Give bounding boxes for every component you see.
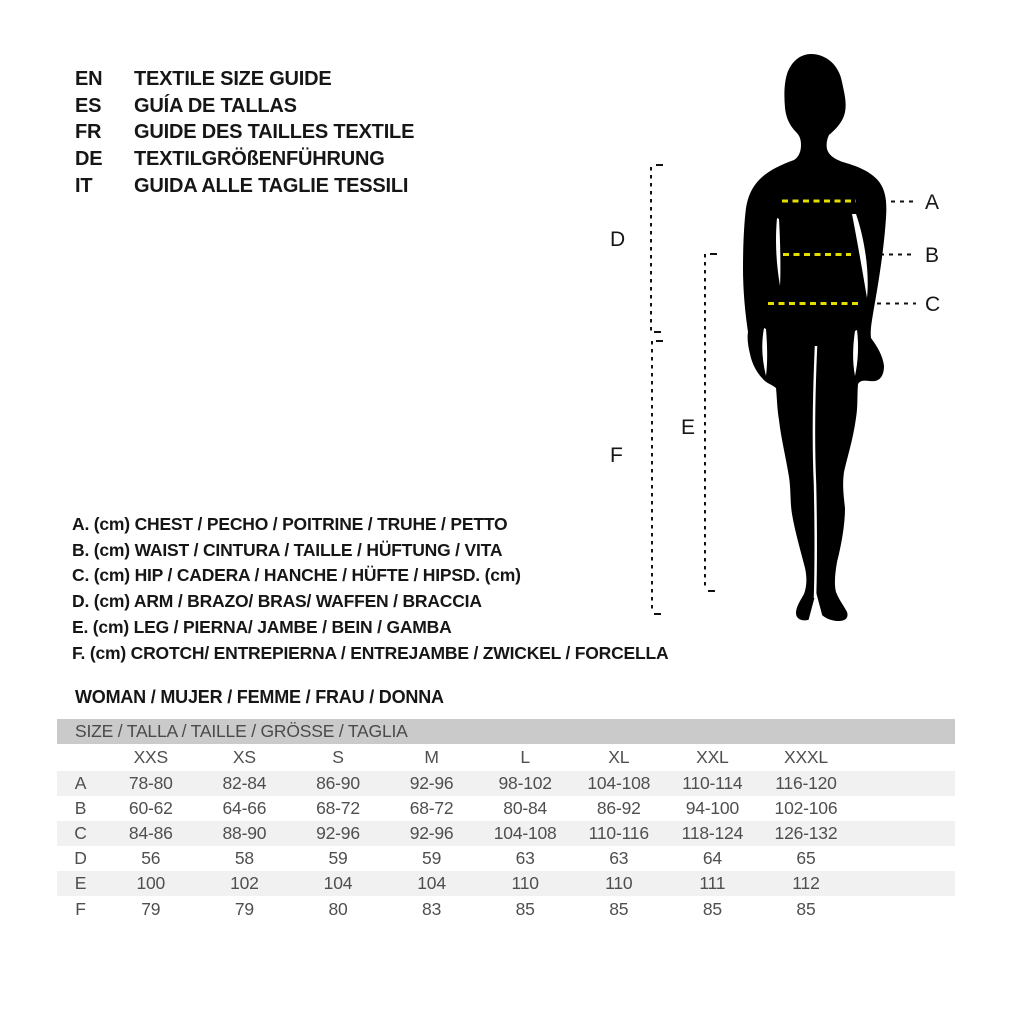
- row-label: E: [74, 873, 87, 894]
- language-title-block: [75, 66, 414, 200]
- col-header-xl: XL: [608, 746, 630, 767]
- cell: 60-62: [128, 797, 173, 818]
- cell: 85: [702, 898, 722, 919]
- table-row-d: [57, 846, 955, 871]
- cell: 80-84: [503, 797, 548, 818]
- legend-crotch: F. (cm) CROTCH/ ENTREPIERNA / ENTREJAMBE / ZWICKEL / FORCELLA: [72, 642, 669, 663]
- col-header-xs: XS: [232, 746, 256, 767]
- cell: 64-66: [222, 797, 267, 818]
- cell: 84-86: [128, 822, 173, 843]
- cell: 110-114: [682, 772, 743, 793]
- row-label: C: [74, 822, 87, 843]
- cell: 110-116: [588, 822, 649, 843]
- cell: 98-102: [498, 772, 552, 793]
- lang-row-de: [75, 146, 414, 173]
- figure-label-e: E: [681, 416, 695, 439]
- cell: 63: [515, 848, 535, 869]
- size-table-header-bar: [57, 719, 955, 744]
- lang-row-en: [75, 66, 414, 93]
- legend-waist: B. (cm) WAIST / CINTURA / TAILLE / HÜFTUNG / VITA: [72, 539, 503, 560]
- cell: 92-96: [316, 822, 360, 843]
- lang-row-es: [75, 93, 414, 120]
- cell: 85: [515, 898, 535, 919]
- table-row-e: [57, 871, 955, 896]
- size-table-header-text: SIZE / TALLA / TAILLE / GRÖSSE / TAGLIA: [75, 721, 408, 741]
- lang-title: GUIDE DES TAILLES TEXTILE: [134, 121, 415, 144]
- cell: 112: [792, 873, 820, 894]
- cell: 68-72: [316, 797, 360, 818]
- table-row-f: [57, 896, 955, 921]
- cell: 85: [609, 898, 629, 919]
- cell: 116-120: [775, 772, 837, 793]
- figure-label-a: A: [925, 191, 939, 214]
- cell: 83: [422, 898, 442, 919]
- row-label: A: [74, 772, 87, 793]
- table-row-a: [57, 771, 955, 796]
- cell: 79: [234, 898, 254, 919]
- gender-heading: WOMAN / MUJER / FEMME / FRAU / DONNA: [75, 687, 444, 707]
- legend-leg: E. (cm) LEG / PIERNA/ JAMBE / BEIN / GAMBA: [72, 616, 452, 637]
- cell: 92-96: [409, 772, 454, 793]
- col-header-xxl: XXL: [696, 746, 729, 767]
- cell: 80: [328, 898, 348, 919]
- lang-code: IT: [75, 174, 93, 197]
- cell: 86-90: [316, 772, 360, 793]
- cell: 82-84: [222, 772, 267, 793]
- row-label: D: [74, 848, 87, 869]
- col-header-xxxl: XXXL: [783, 746, 828, 767]
- lang-title: GUÍA DE TALLAS: [134, 94, 297, 117]
- figure-label-d: D: [610, 228, 625, 251]
- cell: 59: [422, 848, 442, 869]
- cell: 104: [323, 873, 353, 894]
- size-table: [57, 719, 955, 922]
- cell: 100: [136, 873, 166, 894]
- cell: 56: [141, 848, 161, 869]
- cell: 92-96: [409, 822, 454, 843]
- cell: 102-106: [774, 797, 838, 818]
- cell: 104: [417, 873, 446, 894]
- cell: 85: [796, 898, 816, 919]
- lang-title: TEXTILE SIZE GUIDE: [134, 68, 332, 90]
- col-header-m: M: [424, 746, 439, 767]
- lang-title: TEXTILGRÖßENFÜHRUNG: [134, 148, 385, 171]
- row-label: F: [75, 898, 86, 919]
- legend-arm: D. (cm) ARM / BRAZO/ BRAS/ WAFFEN / BRACCIA: [72, 591, 482, 612]
- col-header-l: L: [520, 746, 530, 767]
- cell: 86-92: [596, 797, 641, 818]
- lang-code: ES: [75, 94, 102, 117]
- cell: 111: [699, 873, 726, 894]
- cell: 63: [609, 848, 629, 869]
- measurement-legend: [72, 512, 668, 666]
- cell: 104-108: [587, 772, 651, 793]
- table-row-b: [57, 796, 955, 821]
- cell: 79: [141, 898, 161, 919]
- figure-label-f: F: [610, 444, 623, 467]
- cell: 118-124: [681, 822, 744, 843]
- cell: 78-80: [128, 772, 173, 793]
- lang-title: GUIDA ALLE TAGLIE TESSILI: [134, 174, 409, 197]
- col-header-s: S: [332, 746, 344, 767]
- legend-hip: C. (cm) HIP / CADERA / HANCHE / HÜFTE / HIPSD. (cm): [72, 565, 521, 586]
- lang-code: FR: [75, 121, 102, 144]
- lang-row-it: [75, 173, 414, 200]
- cell: 64: [702, 848, 722, 869]
- table-row-c: [57, 821, 955, 846]
- lang-row-fr: [75, 119, 414, 146]
- cell: 68-72: [409, 797, 454, 818]
- cell: 65: [796, 848, 816, 869]
- figure-label-c: C: [925, 293, 940, 316]
- col-header-xxs: XXS: [133, 746, 168, 767]
- lang-code: EN: [75, 68, 103, 90]
- cell: 110: [511, 873, 539, 894]
- cell: 102: [230, 873, 259, 894]
- size-table-column-headers: [57, 744, 955, 771]
- cell: 94-100: [685, 797, 739, 818]
- legend-chest: A. (cm) CHEST / PECHO / POITRINE / TRUHE / PETTO: [72, 514, 508, 534]
- lang-code: DE: [75, 148, 103, 171]
- cell: 88-90: [222, 822, 267, 843]
- row-label: B: [74, 797, 87, 818]
- figure-label-b: B: [925, 244, 939, 267]
- cell: 58: [234, 848, 254, 869]
- cell: 59: [328, 848, 348, 869]
- cell: 126-132: [774, 822, 838, 843]
- cell: 104-108: [493, 822, 557, 843]
- cell: 110: [605, 873, 633, 894]
